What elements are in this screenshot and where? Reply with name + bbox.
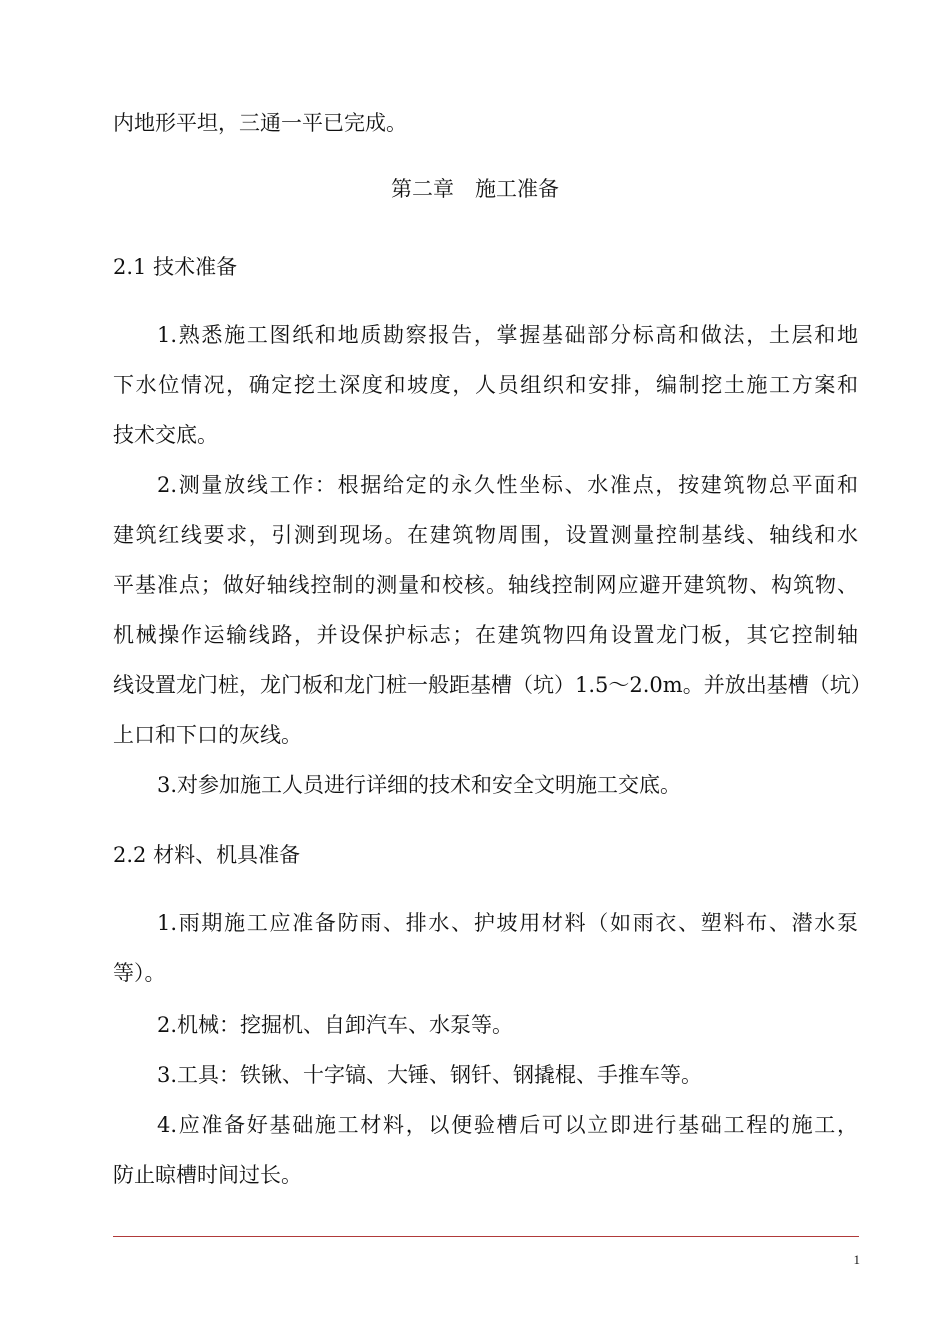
- paragraph-line: 2.测量放线工作：根据给定的永久性坐标、水准点，按建筑物总平面和: [157, 473, 858, 497]
- paragraph-line: 1.雨期施工应准备防雨、排水、护坡用材料（如雨衣、塑料布、潜水泵: [157, 911, 858, 935]
- paragraph-line: 建筑红线要求，引测到现场。在建筑物周围，设置测量控制基线、轴线和水: [113, 523, 858, 547]
- section-heading-2-1: 2.1 技术准备: [113, 255, 238, 279]
- page-number: 1: [853, 1252, 860, 1267]
- section-heading-2-2: 2.2 材料、机具准备: [113, 843, 301, 867]
- paragraph-line: 4.应准备好基础施工材料，以便验槽后可以立即进行基础工程的施工，: [157, 1113, 858, 1137]
- paragraph-line: 2.机械：挖掘机、自卸汽车、水泵等。: [157, 1013, 514, 1037]
- paragraph-line: 3.对参加施工人员进行详细的技术和安全文明施工交底。: [157, 773, 682, 797]
- paragraph-line: 线设置龙门桩，龙门板和龙门桩一般距基槽（坑）1.5～2.0m。并放出基槽（坑）: [113, 673, 872, 697]
- paragraph-line: 下水位情况，确定挖土深度和坡度，人员组织和安排，编制挖土施工方案和: [113, 373, 858, 397]
- paragraph-line: 1.熟悉施工图纸和地质勘察报告，掌握基础部分标高和做法，土层和地: [157, 323, 858, 347]
- paragraph-line: 平基准点；做好轴线控制的测量和校核。轴线控制网应避开建筑物、构筑物、: [113, 573, 858, 597]
- paragraph-line: 上口和下口的灰线。: [113, 723, 302, 747]
- chapter-heading: 第二章 施工准备: [391, 177, 559, 201]
- paragraph-line: 3.工具：铁锹、十字镐、大锤、钢钎、钢撬棍、手推车等。: [157, 1063, 703, 1087]
- paragraph-continuation-line: 内地形平坦，三通一平已完成。: [113, 111, 407, 135]
- footer-divider: [113, 1236, 859, 1237]
- paragraph-line: 防止晾槽时间过长。: [113, 1163, 302, 1187]
- paragraph-line: 技术交底。: [113, 423, 218, 447]
- paragraph-line: 等）。: [113, 961, 166, 985]
- paragraph-line: 机械操作运输线路，并设保护标志；在建筑物四角设置龙门板，其它控制轴: [113, 623, 858, 647]
